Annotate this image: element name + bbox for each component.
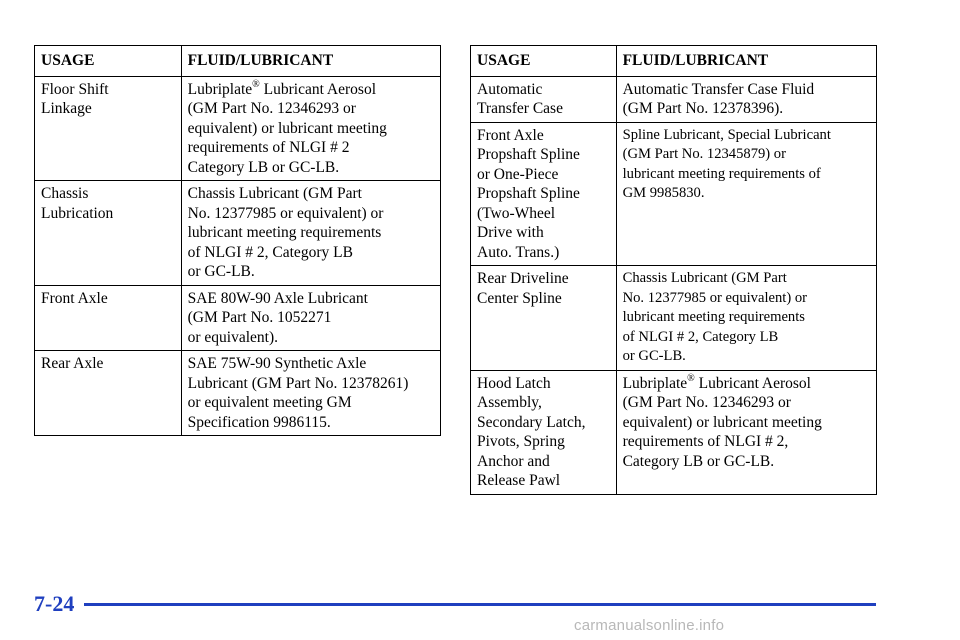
table-row xyxy=(35,351,441,436)
fluid-cell-hood-latch-assembly xyxy=(616,370,876,494)
watermark-text: carmanualsonline.info xyxy=(574,617,725,634)
table-row xyxy=(35,285,441,351)
registered-mark: ® xyxy=(687,372,695,384)
table-row xyxy=(471,266,877,371)
table-row xyxy=(35,181,441,286)
usage-cell-front-axle-propshaft-spline: Front Axle Propshaft Spline or One-Piece Propshaft Spline (Two-Wheel Drive with Auto. Trans.) xyxy=(471,122,617,266)
usage-column-header: USAGE xyxy=(35,46,182,77)
fluid-column-header: FLUID/LUBRICANT xyxy=(616,46,876,77)
page-number: 7-24 xyxy=(34,591,75,616)
usage-cell-rear-driveline-center-spline: Rear Driveline Center Spline xyxy=(471,266,617,371)
usage-cell-hood-latch-assembly: Hood Latch Assembly, Secondary Latch, Pivots, Spring Anchor and Release Pawl xyxy=(471,370,617,494)
usage-column-header: USAGE xyxy=(471,46,617,77)
usage-cell-chassis-lubrication: Chassis Lubrication xyxy=(35,181,182,286)
brand-name: Lubriplate xyxy=(187,80,253,98)
usage-cell-floor-shift-linkage: Floor Shift Linkage xyxy=(35,76,182,181)
registered-mark: ® xyxy=(252,78,260,90)
table-row xyxy=(35,76,441,181)
table-header-row xyxy=(35,46,441,77)
fluid-cell-rear-axle: SAE 75W-90 Synthetic Axle Lubricant (GM Part No. 12378261) or equivalent meeting GM Specification 9986115. xyxy=(181,351,440,436)
usage-cell-front-axle: Front Axle xyxy=(35,285,182,351)
table-row xyxy=(471,370,877,494)
usage-cell-rear-axle: Rear Axle xyxy=(35,351,182,436)
fluid-table-left xyxy=(34,45,441,436)
fluid-description: Lubricant Aerosol (GM Part No. 12346293 or equivalent) or lubricant meeting requirements of NLGI # 2 Category LB or GC-LB. xyxy=(187,80,387,176)
table-header-row xyxy=(471,46,877,77)
usage-cell-automatic-transfer-case: Automatic Transfer Case xyxy=(471,76,617,122)
fluid-cell-chassis-lubrication: Chassis Lubricant (GM Part No. 12377985 or equivalent) or lubricant meeting requirements of NLGI # 2, Category LB or GC-LB. xyxy=(181,181,440,286)
table-row xyxy=(471,76,877,122)
fluid-cell-front-axle-propshaft-spline: Spline Lubricant, Special Lubricant (GM Part No. 12345879) or lubricant meeting requirements of GM 9985830. xyxy=(616,122,876,266)
fluid-description: Lubricant Aerosol (GM Part No. 12346293 or equivalent) or lubricant meeting requirements of NLGI # 2, Category LB or GC-LB. xyxy=(622,374,822,470)
table-row xyxy=(471,122,877,266)
fluid-cell-automatic-transfer-case: Automatic Transfer Case Fluid (GM Part No. 12378396). xyxy=(616,76,876,122)
fluid-cell-floor-shift-linkage xyxy=(181,76,440,181)
fluid-table-right xyxy=(470,45,877,495)
footer-divider xyxy=(84,603,876,606)
fluid-cell-rear-driveline-center-spline: Chassis Lubricant (GM Part No. 12377985 or equivalent) or lubricant meeting requirements of NLGI # 2, Category LB or GC-LB. xyxy=(616,266,876,371)
fluid-column-header: FLUID/LUBRICANT xyxy=(181,46,440,77)
fluid-cell-front-axle: SAE 80W-90 Axle Lubricant (GM Part No. 1052271 or equivalent). xyxy=(181,285,440,351)
brand-name: Lubriplate xyxy=(622,374,688,392)
